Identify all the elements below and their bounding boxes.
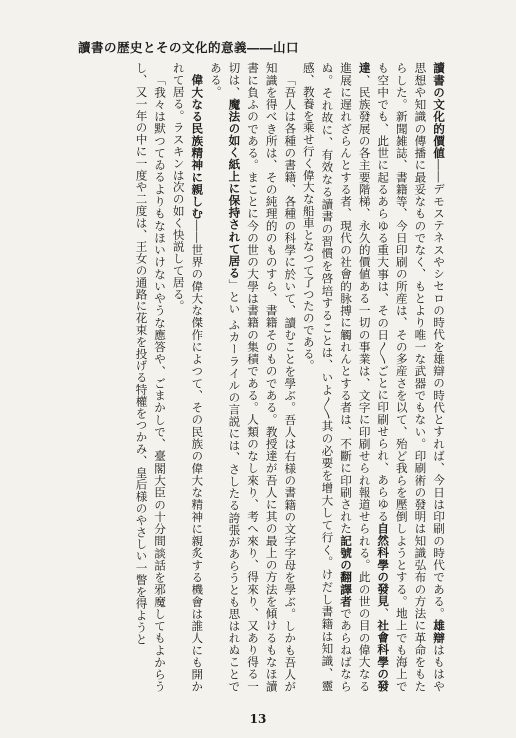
paragraph bbox=[299, 62, 448, 692]
bold-phrase: 記號の翻譯者 bbox=[339, 534, 354, 608]
bold-phrase: 雄辯 bbox=[432, 619, 446, 644]
text-run: はもはや思想や知識の傳播に最妥なものでなく、もとより唯一な武器でもない。印刷術の發明は知識弘布の方法に革命をもたらした。新聞雑誌、書籍等、今日印刷の所産は、その多産さを以て、殆ど我らを壓倒しようとする。地上でも海上でも空中でも、此世に起るあらゆる重大事は、その日〳〵ごとに印刷せられ、あらゆる bbox=[376, 62, 446, 692]
text-run: ――世界の偉大な傑作によつて、その民族の偉大な精神に親炙する機會は誰人にも開かれて居る。ラスキンは次の如く快説して居る。 bbox=[171, 62, 205, 692]
text-run: 「吾人は各種の書籍、各種の科學に於いて、讀むことを學ぶ。吾人は右様の書籍の文字字母を學ぶ。しかも吾人が知識を得べき所は、その純理的のものすら、書籍そのものである。教授達が吾人に其の最上の方法を傾けるもなほ讀書に負ふのである。まことに今の世の大學は書籍の集積である。人類のなし來り、考へ來り、得來り、又あり得る一切は、 bbox=[227, 62, 298, 692]
paragraph bbox=[169, 62, 206, 692]
text-run: 「我々は默つてゐるよりもなほいけないやうな應答や、ごまかしで、臺閣大臣の十分間談話を邪魔してもよからうし、又一年の中に一度や二度は、王女の通路に花束を投げる特權をつかみ、皇后様のやさしい一瞥を得ようと bbox=[134, 62, 168, 692]
text-run: 、民族發展の各主要階梯、永久的價値ある一切の事業は、文字に印刷せられ報道せられる。此の世の目の偉大なる進展に遅れざらんとする者、現代の社會的脉搏に觸れんとする者は、不斷に印刷された bbox=[339, 62, 372, 692]
running-head: 讀書の歴史とその文化的意義――山口 bbox=[78, 40, 300, 55]
bold-phrase: 魔法の如く紙上に保持されて居る bbox=[227, 98, 242, 279]
page-number: 13 bbox=[249, 712, 267, 726]
bold-phrase: 偉大なる民族精神に親しむ bbox=[190, 73, 205, 220]
body-text bbox=[132, 62, 448, 692]
paragraph bbox=[206, 62, 299, 692]
text-run: ――デモステネスやシセロの時代を雄辯の時代とすれば、今日は印刷の時代である。 bbox=[432, 159, 446, 620]
bold-phrase: 社會科學の發達 bbox=[357, 62, 391, 692]
paragraph bbox=[132, 62, 169, 692]
text-run: 」とい ふカーライルの言説には、さしたる誇張があらうとも思はれぬことである。 bbox=[208, 62, 242, 692]
bold-phrase: 自然科學の發見 bbox=[376, 522, 391, 608]
text-run: であらねばならぬ。それ故に、有效なる讀書の習慣を啓培することは、いよ〳〵其の必要を增大して行く。けだし書籍は知識、靈感、教養を乘せ行く偉大な船車となつて了つたのである。 bbox=[301, 62, 354, 692]
text-run: 、 bbox=[376, 607, 391, 620]
bold-phrase: 讀書の文化的價値 bbox=[432, 62, 446, 159]
